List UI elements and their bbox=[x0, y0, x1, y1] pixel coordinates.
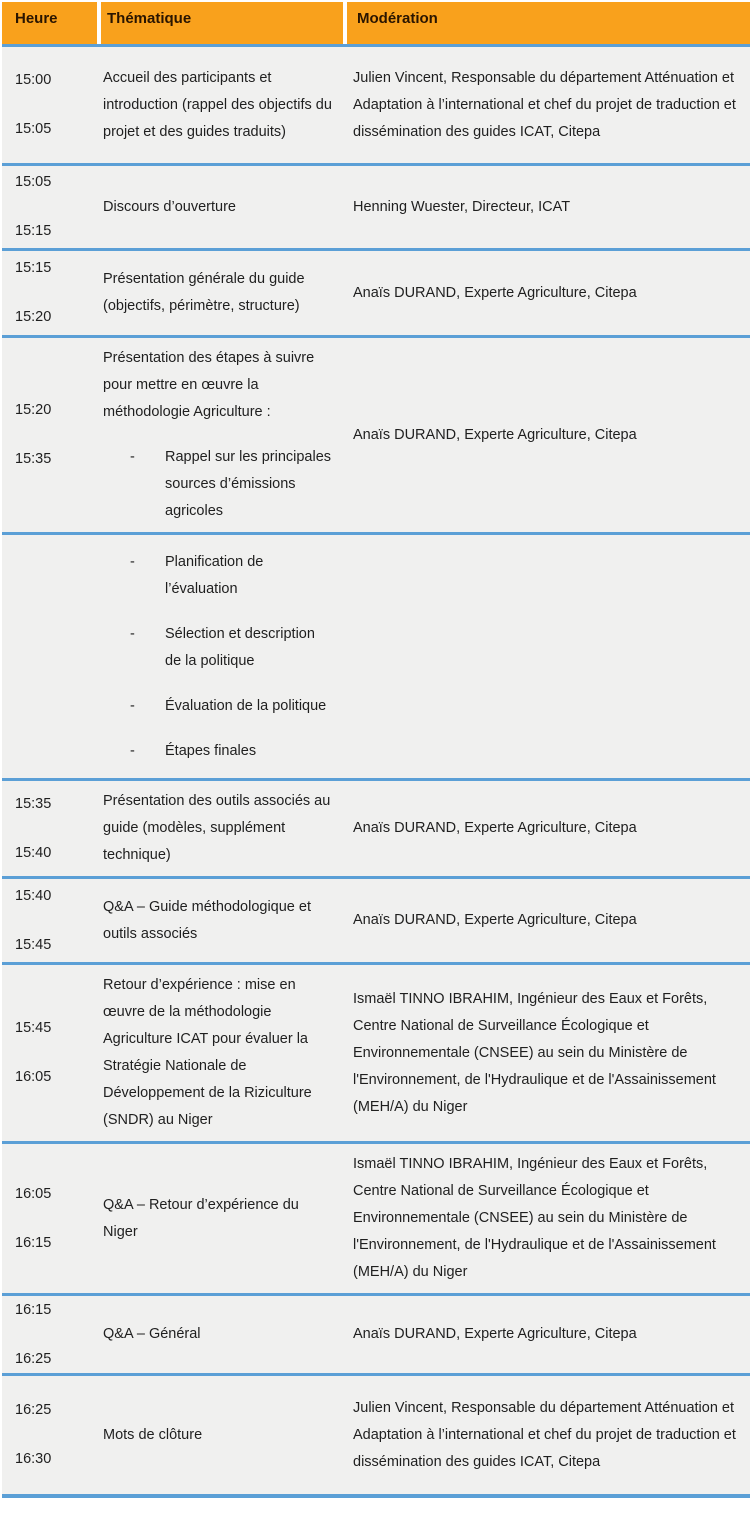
thematique-text: Accueil des participants et introduction (rappel des objectifs du projet et des guides traduits) bbox=[103, 69, 332, 140]
table-header-row bbox=[2, 2, 750, 44]
table-row bbox=[2, 44, 750, 163]
thematique-text: Présentation générale du guide (objectifs, périmètre, structure) bbox=[103, 271, 305, 314]
table-row bbox=[2, 335, 750, 532]
bullet-item bbox=[103, 621, 335, 675]
thematique-cell bbox=[97, 166, 343, 248]
bullet-item bbox=[103, 444, 335, 525]
thematique-cell bbox=[97, 535, 343, 778]
bullet-text: Sélection et description de la politique bbox=[165, 625, 315, 669]
heure-cell bbox=[2, 1296, 97, 1373]
bullet-dash: - bbox=[130, 742, 135, 759]
thematique-cell bbox=[97, 251, 343, 335]
bullet-dash: - bbox=[130, 697, 135, 714]
moderation-cell bbox=[343, 535, 750, 778]
bullet-item bbox=[103, 549, 335, 603]
bullet-text: Rappel sur les principales sources d’émissions agricoles bbox=[165, 449, 332, 519]
moderation-text: Julien Vincent, Responsable du département Atténuation et Adaptation à l’international et chef du projet de traduction et dissémination des guides ICAT, Citepa bbox=[353, 69, 736, 140]
time-value: 15:45 bbox=[15, 936, 52, 953]
heure-cell bbox=[2, 338, 97, 532]
moderation-cell bbox=[343, 47, 750, 163]
bullet-item bbox=[103, 738, 335, 765]
agenda-rows bbox=[2, 44, 750, 1494]
thematique-text: Retour d’expérience : mise en œuvre de la méthodologie Agriculture ICAT pour évaluer la Stratégie Nationale de Développement de la Riziculture (SNDR) au Niger bbox=[103, 977, 312, 1128]
bullet-text: Planification de l’évaluation bbox=[165, 553, 264, 597]
table-row bbox=[2, 1293, 750, 1373]
column-header-heure: Heure bbox=[2, 2, 97, 44]
heure-cell bbox=[2, 1376, 97, 1494]
moderation-cell bbox=[343, 251, 750, 335]
thematique-cell bbox=[97, 879, 343, 962]
moderation-cell bbox=[343, 338, 750, 532]
moderation-text: Henning Wuester, Directeur, ICAT bbox=[353, 198, 571, 215]
heure-cell bbox=[2, 1144, 97, 1293]
thematique-cell bbox=[97, 47, 343, 163]
table-row bbox=[2, 1141, 750, 1293]
moderation-cell bbox=[343, 166, 750, 248]
time-value: 15:35 bbox=[15, 795, 52, 812]
bullet-dash: - bbox=[130, 625, 135, 642]
thematique-text: Mots de clôture bbox=[103, 1426, 203, 1443]
time-value: 16:25 bbox=[15, 1350, 52, 1367]
time-value: 15:40 bbox=[15, 887, 52, 904]
table-row bbox=[2, 248, 750, 335]
thematique-content bbox=[103, 1321, 335, 1348]
moderation-cell bbox=[343, 965, 750, 1141]
thematique-content bbox=[103, 972, 335, 1134]
heure-cell bbox=[2, 965, 97, 1141]
table-row bbox=[2, 1373, 750, 1494]
thematique-content bbox=[103, 549, 335, 765]
bullet-item bbox=[103, 693, 335, 720]
thematique-cell bbox=[97, 1144, 343, 1293]
time-value: 15:40 bbox=[15, 844, 52, 861]
moderation-text: Anaïs DURAND, Experte Agriculture, Citepa bbox=[353, 912, 637, 928]
moderation-cell bbox=[343, 781, 750, 876]
table-row bbox=[2, 778, 750, 876]
time-value: 15:20 bbox=[15, 402, 52, 418]
moderation-text: Anaïs DURAND, Experte Agriculture, Citepa bbox=[353, 1326, 637, 1342]
thematique-cell bbox=[97, 338, 343, 532]
time-value: 16:05 bbox=[15, 1069, 52, 1085]
thematique-content bbox=[103, 894, 335, 948]
thematique-content bbox=[103, 1422, 335, 1449]
time-value: 15:05 bbox=[15, 174, 52, 190]
moderation-text: Ismaël TINNO IBRAHIM, Ingénieur des Eaux et Forêts, Centre National de Surveillance Écologique et Environnementale (CNSEE) au sein du Ministère de l'Environnement, de l'Hydraulique et de l'Assainissement (MEH/A) du Niger bbox=[353, 990, 716, 1115]
time-value: 16:05 bbox=[15, 1185, 52, 1202]
thematique-content bbox=[103, 788, 335, 869]
moderation-text: Anaïs DURAND, Experte Agriculture, Citepa bbox=[353, 820, 637, 836]
moderation-cell bbox=[343, 1376, 750, 1494]
bullet-dash: - bbox=[130, 449, 135, 465]
thematique-content bbox=[103, 65, 335, 146]
moderation-text: Julien Vincent, Responsable du département Atténuation et Adaptation à l’international et chef du projet de traduction et dissémination des guides ICAT, Citepa bbox=[353, 1399, 736, 1470]
time-value: 15:15 bbox=[15, 260, 52, 276]
table-row bbox=[2, 163, 750, 248]
moderation-cell bbox=[343, 1144, 750, 1293]
column-header-thematique: Thématique bbox=[97, 2, 343, 44]
moderation-cell bbox=[343, 1296, 750, 1373]
thematique-text: Discours d’ouverture bbox=[103, 198, 236, 215]
time-value: 16:15 bbox=[15, 1301, 52, 1318]
thematique-text: Q&A – Général bbox=[103, 1326, 201, 1342]
thematique-content bbox=[103, 1192, 335, 1246]
heure-cell bbox=[2, 535, 97, 778]
thematique-text: Q&A – Guide méthodologique et outils associés bbox=[103, 898, 311, 942]
heure-cell bbox=[2, 166, 97, 248]
time-value: 16:25 bbox=[15, 1402, 52, 1418]
moderation-cell bbox=[343, 879, 750, 962]
column-header-moderation: Modération bbox=[343, 2, 750, 44]
heure-cell bbox=[2, 879, 97, 962]
time-value: 15:15 bbox=[15, 223, 52, 239]
thematique-cell bbox=[97, 781, 343, 876]
time-value: 16:15 bbox=[15, 1234, 52, 1251]
thematique-cell bbox=[97, 1376, 343, 1494]
time-value: 15:45 bbox=[15, 1020, 52, 1036]
thematique-text: Q&A – Retour d’expérience du Niger bbox=[103, 1196, 299, 1240]
bullet-text: Évaluation de la politique bbox=[165, 697, 327, 714]
time-value: 15:00 bbox=[15, 72, 52, 88]
thematique-text: Présentation des outils associés au guide (modèles, supplément technique) bbox=[103, 793, 331, 863]
time-value: 16:30 bbox=[15, 1451, 52, 1467]
heure-cell bbox=[2, 781, 97, 876]
heure-cell bbox=[2, 251, 97, 335]
thematique-text: Présentation des étapes à suivre pour mettre en œuvre la méthodologie Agriculture : bbox=[103, 350, 315, 420]
table-row bbox=[2, 876, 750, 962]
moderation-text: Anaïs DURAND, Experte Agriculture, Citepa bbox=[353, 426, 637, 443]
thematique-content bbox=[103, 194, 335, 221]
time-value: 15:20 bbox=[15, 309, 52, 325]
time-value: 15:05 bbox=[15, 121, 52, 137]
bullet-text: Étapes finales bbox=[165, 742, 257, 759]
bullet-dash: - bbox=[130, 553, 135, 570]
thematique-cell bbox=[97, 1296, 343, 1373]
agenda-table bbox=[2, 2, 750, 1498]
moderation-text: Anaïs DURAND, Experte Agriculture, Citepa bbox=[353, 284, 637, 301]
thematique-content bbox=[103, 266, 335, 320]
heure-cell bbox=[2, 47, 97, 163]
thematique-content bbox=[103, 345, 335, 525]
table-row bbox=[2, 962, 750, 1141]
thematique-cell bbox=[97, 965, 343, 1141]
time-value: 15:35 bbox=[15, 451, 52, 467]
table-row bbox=[2, 532, 750, 778]
moderation-text: Ismaël TINNO IBRAHIM, Ingénieur des Eaux et Forêts, Centre National de Surveillance Écologique et Environnementale (CNSEE) au sein du Ministère de l'Environnement, de l'Hydraulique et de l'Assainissement (MEH/A) du Niger bbox=[353, 1156, 716, 1280]
